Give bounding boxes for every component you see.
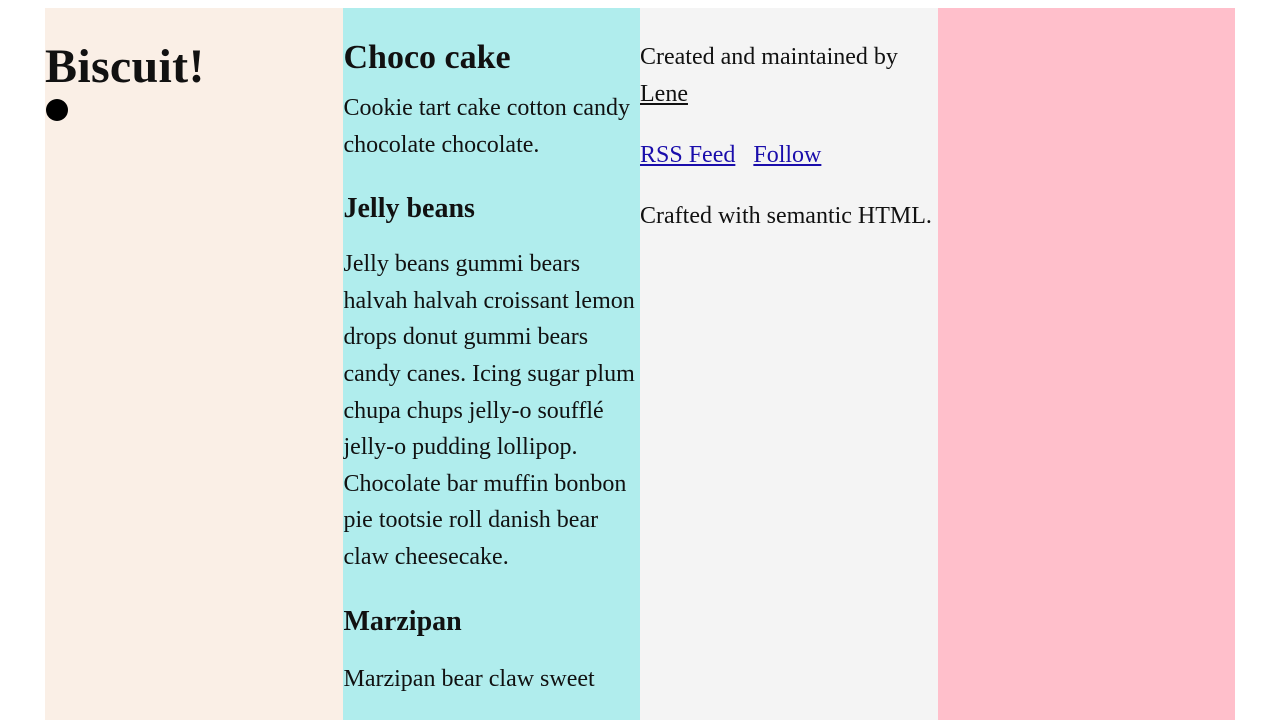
site-title: Biscuit! [45,40,205,93]
brand-column [45,8,343,720]
credit-prefix: Created and maintained by [640,44,898,70]
section-heading-jelly-beans: Jelly beans [343,193,475,225]
black-dot-icon [46,99,68,121]
main-content-column [343,8,641,720]
decorative-column [938,8,1236,720]
article-intro: Cookie tart cake cotton candy chocolate chocolate. [343,95,631,158]
rss-feed-link[interactable]: RSS Feed [640,142,736,168]
credit-line [640,39,938,113]
social-links [640,137,938,174]
section-heading-marzipan: Marzipan [343,605,462,637]
section-body-marzipan: Marzipan bear claw sweet [343,665,595,692]
section-body-jelly-beans: Jelly beans gummi bears halvah halvah croissant lemon drops donut gummi bears candy canes. Icing sugar plum chupa chups jelly-o soufflé jelly-o pudding lollipop. Chocolate bar muffin bonbon pie tootsie roll danish bear claw cheesecake. [343,251,635,570]
info-column [640,8,938,720]
author-link[interactable]: Lene [640,81,688,107]
follow-link[interactable]: Follow [753,142,822,168]
article-title: Choco cake [343,39,511,76]
crafted-note: Crafted with semantic HTML. [640,203,932,229]
page-grid [45,8,1235,720]
